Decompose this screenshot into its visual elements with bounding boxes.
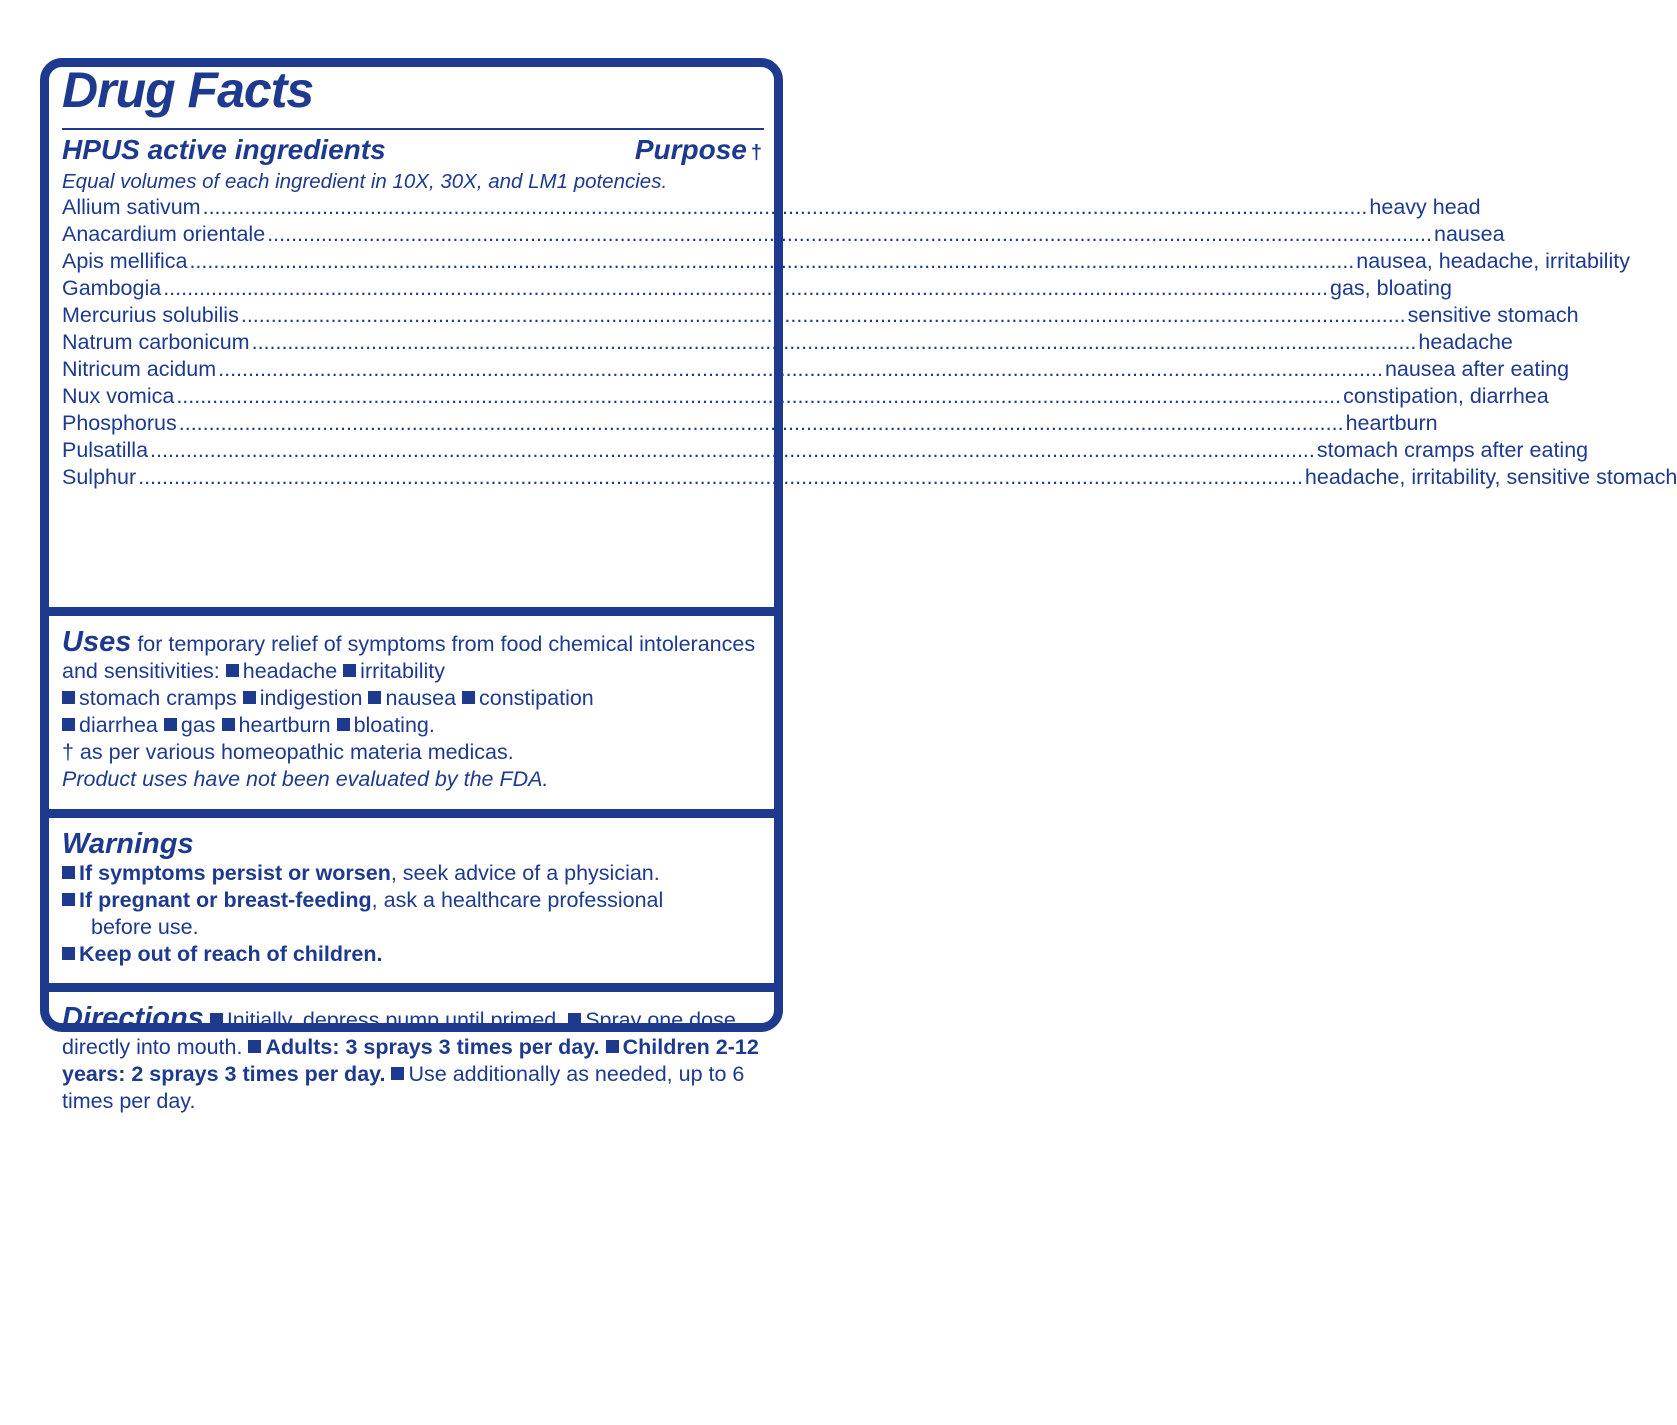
uses-section (49, 616, 774, 809)
directions-section (49, 992, 774, 1138)
warnings-text: Warnings If symptoms persist or worsen, seek advice of a physician. If pregnant or breast-feeding, ask a healthcare professional before use. Keep out of reach of children. (62, 828, 664, 966)
drug-facts-panel (40, 58, 1677, 1113)
ingredient-name: Apis mellifica (62, 249, 188, 273)
ingredient-row (62, 330, 1513, 357)
bullet-square (248, 1040, 261, 1053)
fda-note: Product uses have not been evaluated by the FDA. (62, 767, 549, 791)
bullet-square (62, 718, 75, 731)
ingredient-purpose: heavy head (1369, 195, 1481, 219)
drug-facts-title: Drug Facts (62, 62, 314, 118)
bullet-square (391, 1067, 404, 1080)
ingredient-name: Mercurius solubilis (62, 303, 239, 327)
ingredient-row (62, 303, 1579, 330)
active-ingredients-section (49, 62, 1677, 607)
bullet-square (62, 893, 75, 906)
bullet-square (62, 691, 75, 704)
ingredient-purpose: headache, irritability, sensitive stomach (1304, 465, 1677, 489)
ingredient-name: Pulsatilla (62, 438, 149, 462)
ingredient-name: Natrum carbonicum (62, 330, 250, 354)
ingredient-name: Anacardium orientale (62, 222, 266, 246)
ingredient-purpose: nausea after eating (1384, 357, 1570, 381)
bullet-square (226, 664, 239, 677)
bullet-square (222, 718, 235, 731)
ingredient-name: Nux vomica (62, 384, 175, 408)
section-divider (49, 607, 774, 616)
leader-dots (176, 384, 1341, 409)
potency-note: Equal volumes of each ingredient in 10X, 30X, and LM1 potencies. (62, 170, 668, 193)
ingredient-purpose: nausea, headache, irritability (1356, 249, 1630, 273)
ingredient-purpose: nausea (1433, 222, 1505, 246)
purpose-heading: Purpose † (634, 134, 762, 165)
directions-text: Directions Initially, depress pump until primed. Spray one dose directly into mouth. Adults: 3 sprays 3 times per day. Children 2-12 years: 2 sprays 3 times per day. Use additionally as needed, up to 6 times per day. (62, 1002, 759, 1113)
bullet-square (62, 866, 75, 879)
uses-heading: Uses (62, 626, 132, 658)
ingredient-purpose: headache (1418, 330, 1513, 354)
ingredient-row (62, 438, 1589, 465)
ingredient-row (62, 384, 1549, 411)
active-ingredients-header (62, 135, 762, 165)
bullet-square (462, 691, 475, 704)
bullet-square (164, 718, 177, 731)
uses-text: Uses for temporary relief of symptoms from food chemical intolerances and sensitivities: headache irritability stomach cramps indigestion nausea constipation diarrhea gas heartburn bloating. † as per various homeopathic materia medicas. Product uses have not been evaluated by the FDA. (62, 626, 756, 791)
bullet-square (343, 664, 356, 677)
ingredient-purpose: stomach cramps after eating (1316, 438, 1589, 462)
ingredient-row (62, 357, 1570, 384)
warnings-section (49, 818, 774, 983)
ingredient-row (62, 195, 1481, 222)
ingredient-purpose: gas, bloating (1330, 276, 1452, 300)
bullet-square (337, 718, 350, 731)
ingredient-purpose: sensitive stomach (1407, 303, 1579, 327)
leader-dots (150, 438, 1315, 463)
bullet-square (210, 1013, 223, 1026)
leader-dots (252, 330, 1417, 355)
ingredient-name: Phosphorus (62, 411, 177, 435)
ingredient-row (62, 222, 1505, 249)
bullet-square (243, 691, 256, 704)
section-divider (49, 809, 774, 818)
ingredient-purpose: heartburn (1345, 411, 1438, 435)
ingredient-name: Allium sativum (62, 195, 201, 219)
ingredient-row (62, 276, 1452, 303)
warnings-heading: Warnings (62, 828, 194, 860)
bullet-square (568, 1013, 581, 1026)
section-divider (49, 983, 774, 992)
bullet-square (606, 1040, 619, 1053)
directions-heading: Directions (62, 1002, 204, 1034)
ingredient-name: Nitricum acidum (62, 357, 217, 381)
bullet-square (62, 947, 75, 960)
leader-dots (163, 276, 1328, 301)
leader-dots (203, 195, 1368, 220)
ingredient-row (62, 411, 1438, 438)
dagger-note: † as per various homeopathic materia medicas. (62, 740, 514, 764)
leader-dots (241, 303, 1406, 328)
dagger-mark: † (750, 142, 762, 164)
ingredient-name: Gambogia (62, 276, 162, 300)
leader-dots (267, 222, 1432, 247)
ingredient-row (62, 465, 1677, 492)
ingredient-name: Sulphur (62, 465, 137, 489)
leader-dots (138, 465, 1303, 490)
leader-dots (218, 357, 1383, 382)
bullet-square (368, 691, 381, 704)
ingredient-row (62, 249, 1630, 276)
active-ingredients-heading: HPUS active ingredients (62, 134, 386, 165)
leader-dots (179, 411, 1344, 436)
leader-dots (189, 249, 1354, 274)
title-rule (62, 128, 764, 130)
ingredient-purpose: constipation, diarrhea (1343, 384, 1549, 408)
